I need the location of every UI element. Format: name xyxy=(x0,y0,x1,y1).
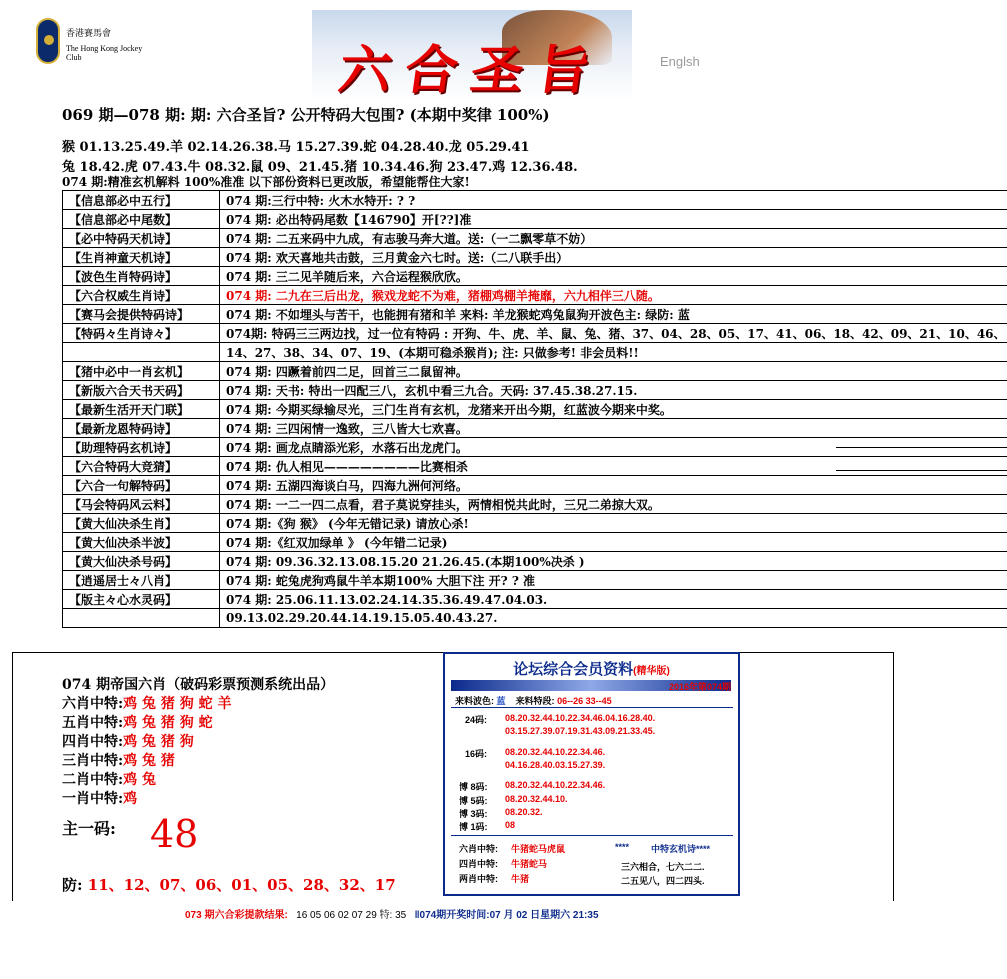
row-label: 【黄大仙决杀生肖】 xyxy=(63,514,220,533)
code24-line-2: 03.15.27.39.07.19.31.43.09.21.33.45. xyxy=(505,726,656,736)
imperial-row-label: 四肖中特: xyxy=(62,734,124,750)
table-row xyxy=(63,552,1007,571)
table-row xyxy=(63,191,1007,210)
imperial-row-value: 鸡 兔 猪 狗 xyxy=(123,734,194,750)
row-value: 074 期: 二五来码中九成，有志骏马奔大道。送:（一二飘零草不妨） xyxy=(220,229,1007,248)
imperial-row-label: 一肖中特: xyxy=(62,791,124,807)
row-label: 【版主々心水灵码】 xyxy=(63,590,220,609)
row-label: 【波色生肖特码诗】 xyxy=(63,267,220,286)
prediction-table xyxy=(62,190,1007,628)
row-value: 074 期: 今期买绿输尽光，三门生肖有玄机，龙猪来开出今期，红蓝波今期来中奖。 xyxy=(220,400,1007,419)
table-row xyxy=(63,248,1007,267)
defense-numbers xyxy=(62,874,396,895)
row-value: 074 期: 二九在三后出龙，猴戏龙蛇不为难，猪棚鸡棚羊掩靡，六九相伴三八随。 xyxy=(220,286,1007,305)
table-row xyxy=(63,210,1007,229)
row-label: 【黄大仙决杀半波】 xyxy=(63,533,220,552)
imperial-row-value: 鸡 兔 猪 狗 蛇 羊 xyxy=(123,696,232,712)
row-label: 【马会特码风云料】 xyxy=(63,495,220,514)
defense-values: 11、12、07、06、01、05、28、32、17 xyxy=(87,876,396,894)
imperial-row xyxy=(62,714,334,733)
row-label: 【生肖神童天机诗】 xyxy=(63,248,220,267)
panel-poem-title: 中特玄机诗**** xyxy=(651,844,711,854)
imperial-row-value: 鸡 兔 猪 xyxy=(123,753,175,769)
footer-next-draw: ‖074期开奖时间:07 月 02 日星期六 21:35 xyxy=(414,910,599,921)
page-headline: 069 期—078 期: 期: 六合圣旨? 公开特码大包围? (本期中奖律 100%) xyxy=(62,106,550,124)
row-label: 【必中特码天机诗】 xyxy=(63,229,220,248)
imperial-row-label: 六肖中特: xyxy=(62,696,124,712)
row-value: 074 期: 五湖四海谈白马，四海九洲何河络。 xyxy=(220,476,1007,495)
special-value: 06--26 33--45 xyxy=(557,696,612,706)
panel-four-value: 牛猪蛇马 xyxy=(511,859,548,869)
imperial-row-label: 二肖中特: xyxy=(62,772,124,788)
row-label: 【助理特码玄机诗】 xyxy=(63,438,220,457)
bo8-label: 博 8码: xyxy=(459,782,488,792)
table-row xyxy=(63,229,1007,248)
table-row xyxy=(63,590,1007,609)
row-value: 074 期: 欢天喜地共击鼓，三月黄金六七时。送:（二八联手出） xyxy=(220,248,1007,267)
row-label: 【赛马会提供特码诗】 xyxy=(63,305,220,324)
row-value: 074 期: 09.36.32.13.08.15.20 21.26.45.(本期100%决杀 ) xyxy=(220,552,1007,571)
panel-two-value: 牛猪 xyxy=(511,874,530,884)
row-label: 【信息部必中五行】 xyxy=(63,191,220,210)
table-row xyxy=(63,457,1007,476)
row-value: 074 期: 必出特码尾数【146790】开[??]准 xyxy=(220,210,1007,229)
row-value: 074 期:《红双加绿单 》 (今年错二记录) xyxy=(220,533,1007,552)
row-value: 074 期: 一二一四二点看，君子莫说穿挂头，两情相悦共此时，三兄二弟掠大双。 xyxy=(220,495,1007,514)
row-label: 【六合一句解特码】 xyxy=(63,476,220,495)
imperial-row-value: 鸡 兔 猪 狗 蛇 xyxy=(123,715,213,731)
imperial-six-zodiac xyxy=(62,676,334,809)
bo1-value: 08 xyxy=(505,820,516,830)
source-color-label: 来料波色: xyxy=(455,696,494,706)
imperial-row xyxy=(62,695,334,714)
row-value: 074 期:三行中特: 火木水特开: ? ? xyxy=(220,191,1007,210)
row-label: 【黄大仙决杀号码】 xyxy=(63,552,220,571)
table-row xyxy=(63,286,1007,305)
row-label: 【信息部必中尾数】 xyxy=(63,210,220,229)
imperial-title: 074 期帝国六肖（破码彩票预测系统出品） xyxy=(62,677,335,693)
code16-line-1: 08.20.32.44.10.22.34.46. xyxy=(505,747,606,757)
row-value: 074 期: 三四闲情一逸致，三八皆大七欢喜。 xyxy=(220,419,1007,438)
panel-poem-1: 三六相合，七六二二. xyxy=(621,862,705,872)
row-value: 074 期: 四蹶着前四二足，回首三二鼠留神。 xyxy=(220,362,1007,381)
row-value: 074 期: 蛇兔虎狗鸡鼠牛羊本期100% 大胆下注 开? ? 准 xyxy=(220,571,1007,590)
row-label xyxy=(63,609,220,628)
row-value: 074期: 特码三三两边找，过一位有特码 : 开狗、牛、虎、羊、鼠、兔、猪、37、04、28、05、17、41、06、18、42、09、21、10、46、 xyxy=(220,324,1007,343)
table-row xyxy=(63,343,1007,362)
defense-label: 防: xyxy=(62,876,83,894)
panel-divider xyxy=(451,707,733,708)
panel-title-text: 论坛综合会员资料 xyxy=(513,661,634,678)
bo1-label: 博 1码: xyxy=(459,822,488,832)
main-number-label: 主一码: xyxy=(62,819,116,838)
imperial-row xyxy=(62,733,334,752)
imperial-row xyxy=(62,752,334,771)
panel-four-label: 四肖中特: xyxy=(459,859,498,869)
table-row xyxy=(63,533,1007,552)
imperial-row-value: 鸡 xyxy=(123,791,138,807)
logo-english-text: The Hong Kong Jockey Club xyxy=(66,44,143,62)
code16-line-2: 04.16.28.40.03.15.27.39. xyxy=(505,760,606,770)
row-value: 074 期: 仇人相见————————比赛相杀 xyxy=(220,457,1007,476)
row-value: 074 期: 25.06.11.13.02.24.14.35.36.49.47.04.03. xyxy=(220,590,1007,609)
row-label: 【最新生活开天门联】 xyxy=(63,400,220,419)
panel-six-label: 六肖中特: xyxy=(459,844,498,854)
table-row xyxy=(63,362,1007,381)
panel-issue-bar: 2016年第074期 xyxy=(451,680,731,691)
table-row xyxy=(63,609,1007,628)
row-value: 074 期:《狗 猴》 (今年无错记录) 请放心杀! xyxy=(220,514,1007,533)
row-value: 074 期: 不如埋头与苦干，也能拥有猪和羊 来料: 羊龙猴蛇鸡兔鼠狗开波色主: 绿防: 蓝 xyxy=(220,305,1007,324)
table-row xyxy=(63,514,1007,533)
divider-line xyxy=(836,447,1007,448)
table-row xyxy=(63,476,1007,495)
row-value: 074 期: 画龙点睛添光彩，水落石出龙虎门。 xyxy=(220,438,1007,457)
bo3-label: 博 3码: xyxy=(459,809,488,819)
member-data-panel xyxy=(443,652,740,896)
divider-line xyxy=(836,470,1007,471)
row-value: 074 期: 天书: 特出一四配三八，玄机中看三九合。天码: 37.45.38.27.15. xyxy=(220,381,1007,400)
table-row xyxy=(63,381,1007,400)
jockey-club-emblem-icon xyxy=(36,18,60,64)
row-label: 【猪中必中一肖玄机】 xyxy=(63,362,220,381)
footer-prev-label: 073 期六合彩提款结果: xyxy=(185,910,288,921)
row-label: 【新版六合天书天码】 xyxy=(63,381,220,400)
footer-results xyxy=(185,906,599,921)
panel-title xyxy=(445,658,738,679)
code24-label: 24码: xyxy=(465,715,488,725)
footer-prev-numbers: 16 05 06 02 07 29 特: 35 xyxy=(296,910,407,921)
panel-six-value: 牛猪蛇马虎鼠 xyxy=(511,844,566,854)
table-row xyxy=(63,267,1007,286)
table-row xyxy=(63,305,1007,324)
imperial-row-label: 三肖中特: xyxy=(62,753,124,769)
imperial-row xyxy=(62,771,334,790)
row-label: 【六合权威生肖诗】 xyxy=(63,286,220,305)
update-note: 074 期:精准玄机解料 100%准准 以下部份资料已更改版，希望能帮住大家! xyxy=(62,175,470,189)
row-value: 14、27、38、34、07、19、(本期可稳杀猴肖); 注: 只做参考! 非会员料!! xyxy=(220,343,1007,362)
bo8-value: 08.20.32.44.10.22.34.46. xyxy=(505,780,606,790)
panel-title-tag: (精华版) xyxy=(633,666,670,677)
bo5-value: 08.20.32.44.10. xyxy=(505,794,568,804)
site-title: 六合圣旨 xyxy=(334,40,608,101)
zodiac-numbers-line-1: 猴 01.13.25.49.羊 02.14.26.38.马 15.27.39.蛇 04.28.40.龙 05.29.41 xyxy=(62,140,530,155)
bo3-value: 08.20.32. xyxy=(505,807,543,817)
panel-source-line xyxy=(455,694,612,707)
logo-chinese-text: 香港賽馬會 xyxy=(66,28,112,38)
source-color-value: 蓝 xyxy=(496,696,506,706)
table-row xyxy=(63,571,1007,590)
table-row xyxy=(63,400,1007,419)
row-value: 074 期: 三二见羊随后来，六合运程猴欣欣。 xyxy=(220,267,1007,286)
table-row xyxy=(63,419,1007,438)
main-number-value: 48 xyxy=(150,812,199,856)
panel-stars: **** xyxy=(615,842,630,852)
bo5-label: 博 5码: xyxy=(459,796,488,806)
english-link[interactable]: Englsh xyxy=(660,54,700,69)
row-label xyxy=(63,343,220,362)
row-label: 【六合特码大竞猜】 xyxy=(63,457,220,476)
code16-label: 16码: xyxy=(465,749,488,759)
table-row xyxy=(63,324,1007,343)
row-label: 【特码々生肖诗々】 xyxy=(63,324,220,343)
row-value: 09.13.02.29.20.44.14.19.15.05.40.43.27. xyxy=(220,609,1007,628)
row-label: 【逍遥居士々八肖】 xyxy=(63,571,220,590)
imperial-row-label: 五肖中特: xyxy=(62,715,124,731)
imperial-row-value: 鸡 兔 xyxy=(123,772,157,788)
code24-line-1: 08.20.32.44.10.22.34.46.04.16.28.40. xyxy=(505,713,656,723)
jockey-club-logo xyxy=(36,18,156,66)
zodiac-numbers-line-2: 兔 18.42.虎 07.43.牛 08.32.鼠 09、21.45.猪 10.34.46.狗 23.47.鸡 12.36.48. xyxy=(62,160,578,175)
panel-two-label: 两肖中特: xyxy=(459,874,498,884)
special-label: 来料特段: xyxy=(515,696,555,706)
panel-divider xyxy=(451,835,733,836)
panel-poem-2: 二五见八，四二四头. xyxy=(621,876,705,886)
table-row xyxy=(63,495,1007,514)
header-banner xyxy=(312,10,632,100)
imperial-row xyxy=(62,790,334,809)
row-label: 【最新龙恩特码诗】 xyxy=(63,419,220,438)
